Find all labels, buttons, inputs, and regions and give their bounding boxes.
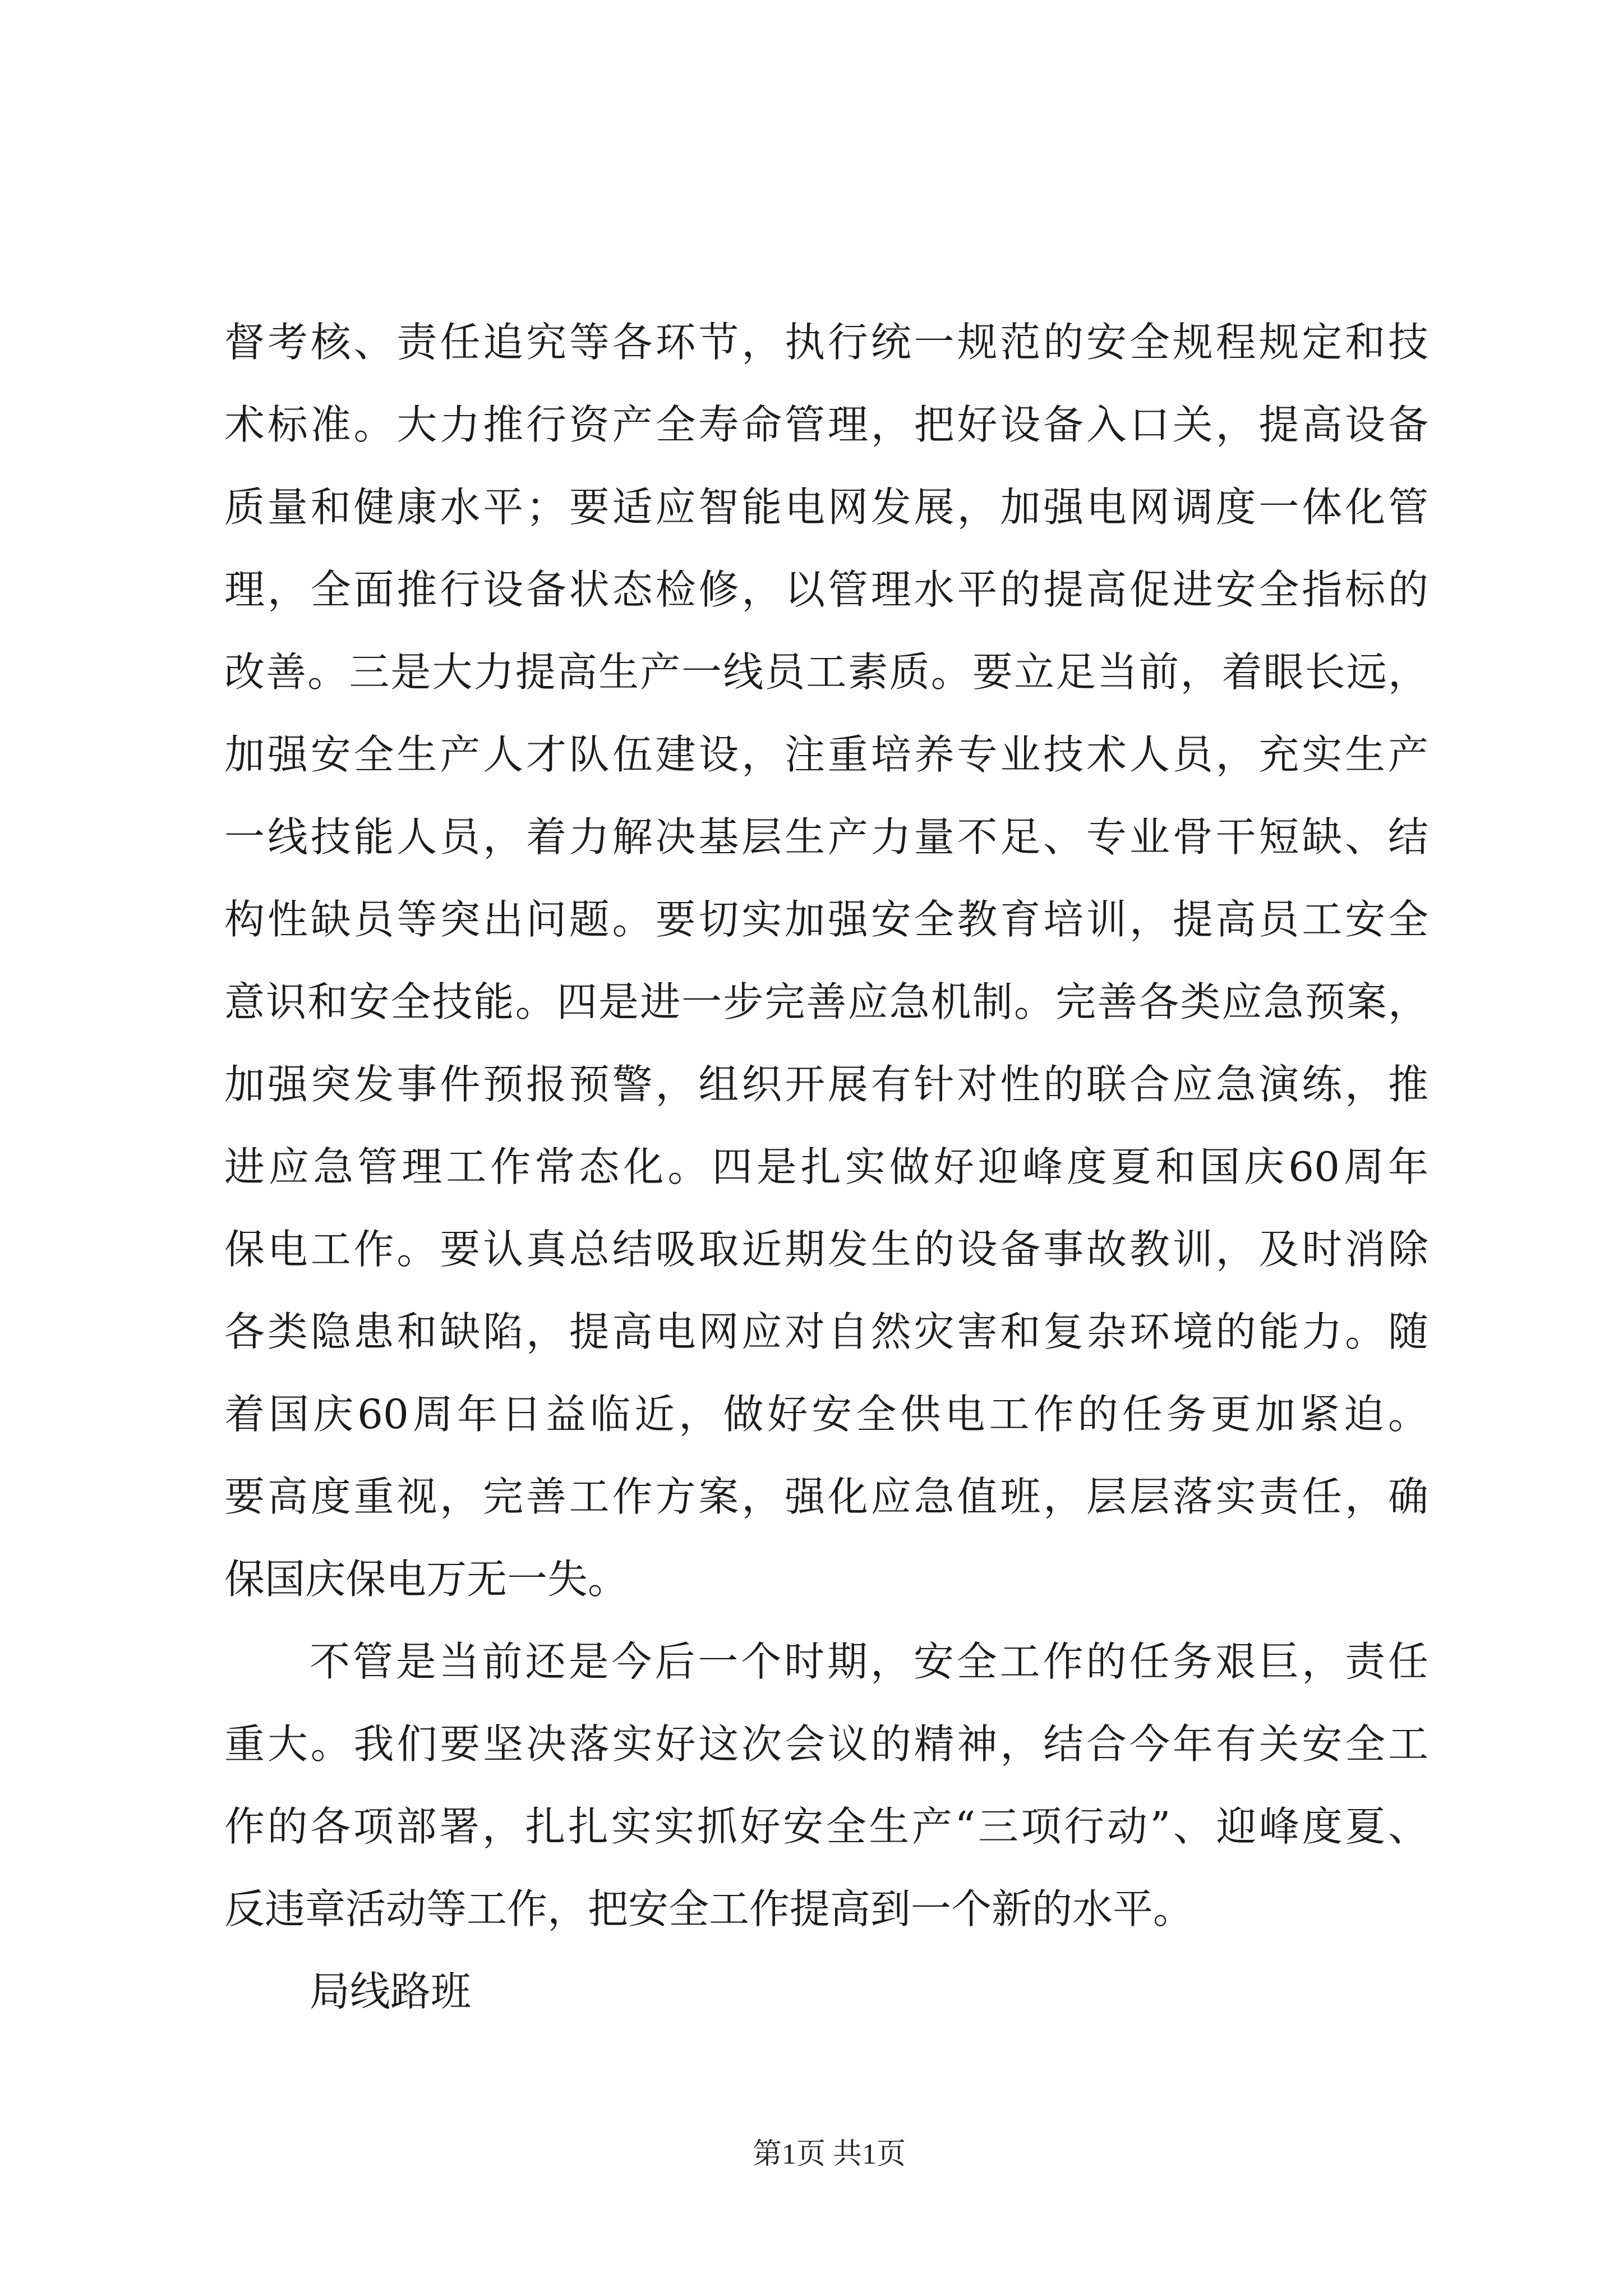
document-body: [224, 301, 1428, 2033]
page-footer: 第1页 共1页: [753, 2138, 906, 2170]
text-line: 作的各项部署，扎扎实实抓好安全生产“三项行动”、迎峰度夏、: [224, 1803, 1428, 1850]
text-line: 构性缺员等突出问题。要切实加强安全教育培训，提高员工安全: [224, 896, 1428, 943]
paragraph-1: [224, 301, 1428, 1621]
paragraph-2: [224, 1621, 1428, 1950]
text-line: 理，全面推行设备状态检修，以管理水平的提高促进安全指标的: [224, 566, 1428, 613]
paragraph-3: [224, 1950, 1428, 2033]
text-line: 一线技能人员，着力解决基层生产力量不足、专业骨干短缺、结: [224, 813, 1428, 861]
text-line: 重大。我们要坚决落实好这次会议的精神，结合今年有关安全工: [224, 1720, 1428, 1768]
text-line: 反违章活动等工作，把安全工作提高到一个新的水平。: [224, 1885, 1194, 1932]
text-line: 意识和安全技能。四是进一步完善应急机制。完善各类应急预案，: [224, 978, 1428, 1025]
text-line: 要高度重视，完善工作方案，强化应急值班，层层落实责任，确: [224, 1473, 1428, 1520]
text-line: 督考核、责任追究等各环节，执行统一规范的安全规程规定和技: [224, 319, 1428, 366]
text-line: 改善。三是大力提高生产一线员工素质。要立足当前，着眼长远，: [224, 648, 1428, 696]
text-line: 着国庆60周年日益临近，做好安全供电工作的任务更加紧迫。: [224, 1391, 1428, 1438]
text-line: 加强突发事件预报预警，组织开展有针对性的联合应急演练，推: [224, 1061, 1428, 1108]
text-line: 不管是当前还是今后一个时期，安全工作的任务艰巨，责任: [310, 1638, 1428, 1685]
text-line: 质量和健康水平；要适应智能电网发展，加强电网调度一体化管: [224, 484, 1428, 531]
text-line: 保电工作。要认真总结吸取近期发生的设备事故教训，及时消除: [224, 1226, 1428, 1273]
text-line: 术标准。大力推行资产全寿命管理，把好设备入口关，提高设备: [224, 401, 1428, 448]
text-line: 保国庆保电万无一失。: [224, 1556, 629, 1603]
text-line: 各类隐患和缺陷，提高电网应对自然灾害和复杂环境的能力。随: [224, 1308, 1428, 1355]
signature-line: 局线路班: [310, 1968, 472, 2015]
text-line: 加强安全生产人才队伍建设，注重培养专业技术人员，充实生产: [224, 731, 1428, 778]
text-line: 进应急管理工作常态化。四是扎实做好迎峰度夏和国庆60周年: [224, 1143, 1428, 1190]
